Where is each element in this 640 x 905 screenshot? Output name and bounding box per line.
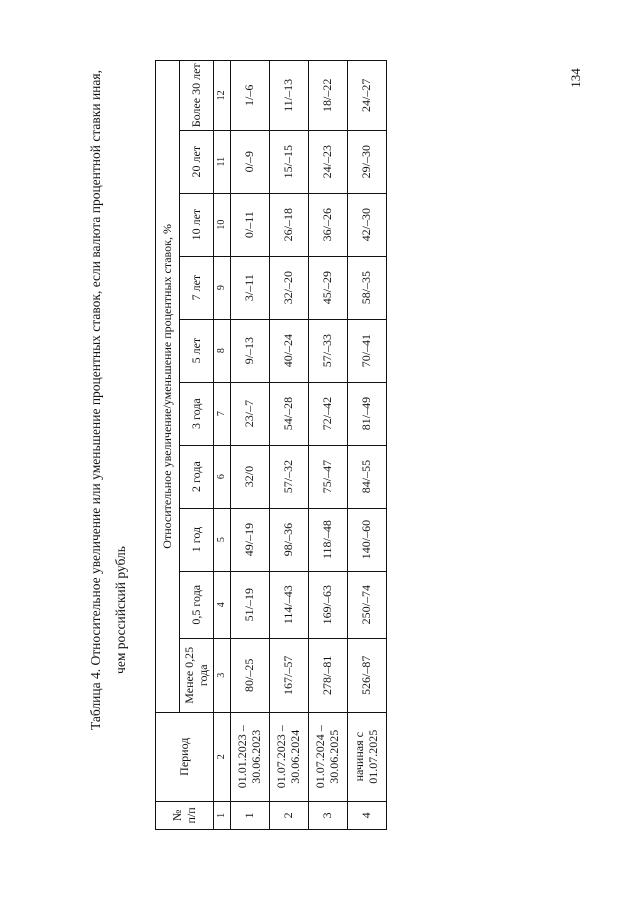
table-cell: 49/–19: [231, 508, 270, 571]
table-cell: 18/–22: [309, 61, 348, 131]
table-cell: 58/–35: [348, 256, 387, 319]
table-cell: 1/–6: [231, 61, 270, 131]
table-cell: 167/–57: [270, 638, 309, 712]
table-row: [231, 61, 270, 830]
column-number: 12: [214, 61, 231, 131]
interest-rate-shock-table: [155, 60, 387, 830]
table-cell: 98/–36: [270, 508, 309, 571]
table-cell: 23/–7: [231, 382, 270, 445]
table-cell: 118/–48: [309, 508, 348, 571]
table-cell: 15/–15: [270, 130, 309, 193]
table-cell: 29/–30: [348, 130, 387, 193]
column-number: 7: [214, 382, 231, 445]
column-number: 10: [214, 193, 231, 256]
column-number: 11: [214, 130, 231, 193]
term-header: 5 лет: [180, 319, 214, 382]
row-number: 4: [348, 801, 387, 829]
table-cell: 57/–33: [309, 319, 348, 382]
table-row: [309, 61, 348, 830]
table-cell: 36/–26: [309, 193, 348, 256]
term-header: Менее 0,25 года: [180, 638, 214, 712]
row-period: начиная с 01.07.2025: [348, 712, 387, 801]
table-cell: 9/–13: [231, 319, 270, 382]
table-cell: 57/–32: [270, 445, 309, 508]
column-number-row: [214, 61, 231, 830]
column-number: 3: [214, 638, 231, 712]
table-cell: 526/–87: [348, 638, 387, 712]
table-cell: 84/–55: [348, 445, 387, 508]
caption-text-1: Таблица 4. Относительное увеличение или уменьшение процентных ставок, если валюта процентной ставки иная,: [88, 70, 103, 730]
table-cell: 24/–23: [309, 130, 348, 193]
row-period: 01.07.2023 – 30.06.2024: [270, 712, 309, 801]
table-cell: 70/–41: [348, 319, 387, 382]
term-header: 7 лет: [180, 256, 214, 319]
table-cell: 72/–42: [309, 382, 348, 445]
header-period: Период: [156, 712, 214, 801]
column-number: 8: [214, 319, 231, 382]
term-header: 3 года: [180, 382, 214, 445]
page-number: [566, 58, 586, 98]
table-cell: 140/–60: [348, 508, 387, 571]
table-cell: 0/–11: [231, 193, 270, 256]
table-row: [348, 61, 387, 830]
row-number: 3: [309, 801, 348, 829]
table-cell: 51/–19: [231, 571, 270, 638]
rate-table-container: [155, 60, 385, 830]
row-number: 2: [270, 801, 309, 829]
column-number: 9: [214, 256, 231, 319]
table-cell: 81/–49: [348, 382, 387, 445]
table-cell: 75/–47: [309, 445, 348, 508]
column-number: 4: [214, 571, 231, 638]
header-group: Относительное увеличение/уменьшение процентных ставок, %: [156, 61, 180, 713]
table-cell: 24/–27: [348, 61, 387, 131]
column-number: 2: [214, 712, 231, 801]
table-cell: 114/–43: [270, 571, 309, 638]
term-header: Более 30 лет: [180, 61, 214, 131]
table-cell: 45/–29: [309, 256, 348, 319]
table-cell: 3/–11: [231, 256, 270, 319]
term-header: 0,5 года: [180, 571, 214, 638]
header-row-top: [156, 61, 180, 830]
table-cell: 0/–9: [231, 130, 270, 193]
row-period: 01.07.2024 – 30.06.2025: [309, 712, 348, 801]
table-cell: 80/–25: [231, 638, 270, 712]
table-cell: 32/–20: [270, 256, 309, 319]
table-cell: 250/–74: [348, 571, 387, 638]
header-num: № п/п: [156, 801, 214, 829]
table-cell: 11/–13: [270, 61, 309, 131]
column-number: 5: [214, 508, 231, 571]
row-number: 1: [231, 801, 270, 829]
table-cell: 278/–81: [309, 638, 348, 712]
table-row: [270, 61, 309, 830]
table-cell: 169/–63: [309, 571, 348, 638]
term-header: 10 лет: [180, 193, 214, 256]
table-cell: 32/0: [231, 445, 270, 508]
table-cell: 54/–28: [270, 382, 309, 445]
table-cell: 42/–30: [348, 193, 387, 256]
term-header: 1 год: [180, 508, 214, 571]
column-number: 1: [214, 801, 231, 829]
column-number: 6: [214, 445, 231, 508]
caption-text-2: чем российский рубль: [113, 546, 128, 674]
page-number-text: 134: [568, 68, 583, 88]
row-period: 01.01.2023 – 30.06.2023: [231, 712, 270, 801]
term-header: 2 года: [180, 445, 214, 508]
table-cell: 26/–18: [270, 193, 309, 256]
term-header: 20 лет: [180, 130, 214, 193]
table-cell: 40/–24: [270, 319, 309, 382]
